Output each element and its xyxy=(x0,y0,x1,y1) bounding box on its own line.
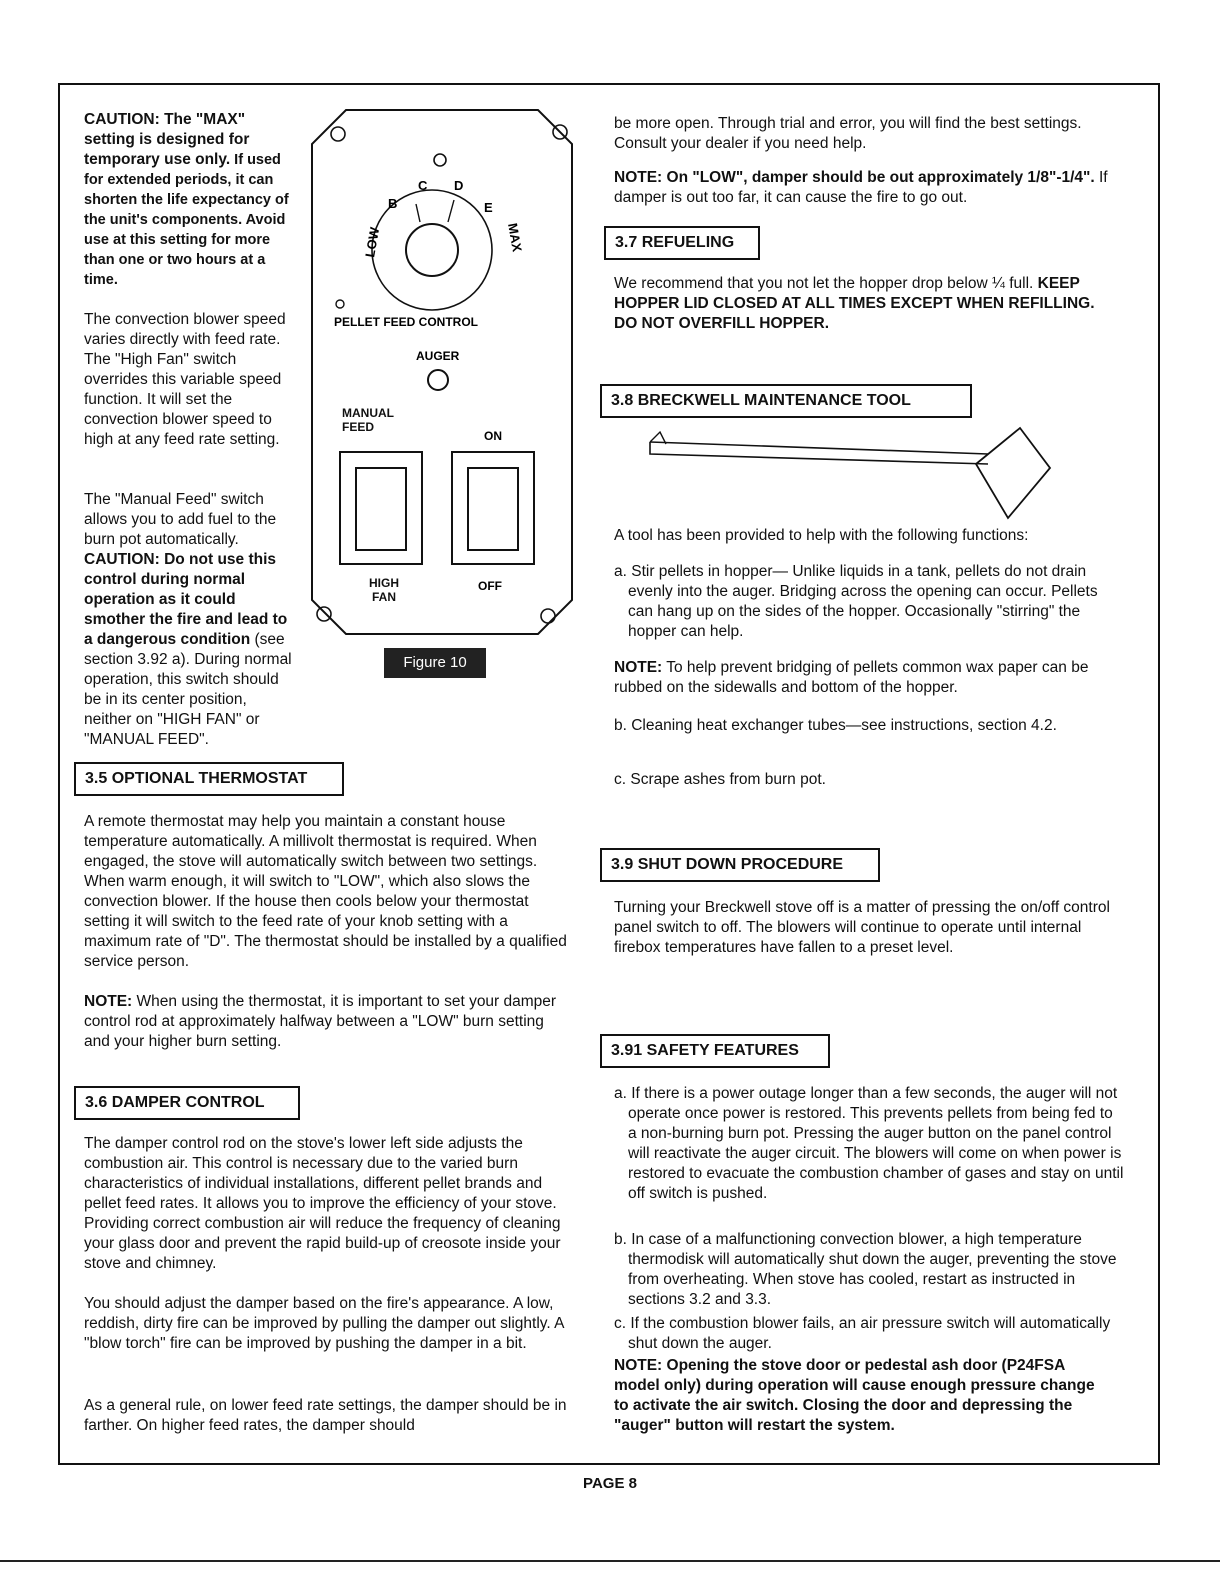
damper-text-2: You should adjust the damper based on the fire's appearance. A low, reddish, dirty fire can be improved by pulling the damper out slightly. A "blow torch" fire can be improved by pushing the damper in a bit. xyxy=(84,1295,564,1352)
heading-3-8: 3.8 BRECKWELL MAINTENANCE TOOL xyxy=(600,384,972,418)
heading-3-91: 3.91 SAFETY FEATURES xyxy=(600,1034,830,1068)
dial-label-e: E xyxy=(484,200,493,215)
dial-label-max: MAX xyxy=(505,221,525,253)
thermostat-text: A remote thermostat may help you maintain a constant house temperature automatically. A millivolt thermostat is required. When engaged, the stove will automatically switch between two settings. When warm enough, it will switch to "LOW", which also slows the convection blower. If the house then cools below your thermostat setting it will switch to the feed rate of your knob setting with a maximum rate of "D". The thermostat should be installed by a qualified service person. xyxy=(84,813,567,970)
damper-text-3-continued: be more open. Through trial and error, you will find the best settings. Consult your dealer if you need help. xyxy=(614,115,1082,152)
dial-label-low: LOW xyxy=(362,226,383,259)
tool-intro: A tool has been provided to help with the following functions: xyxy=(614,527,1029,544)
manual-feed-text: The "Manual Feed" switch allows you to add fuel to the burn pot automatically. CAUTION: Do not use this control during normal operation as it could smother the fire and lead to a dangerous condition (see section 3.92 a). During normal operation, this switch should be in its center position, neither on "HIGH FAN" or "MANUAL FEED". xyxy=(84,491,292,748)
refueling-text: We recommend that you not let the hopper drop below ¼ full. KEEP HOPPER LID CLOSED AT ALL TIMES EXCEPT WHEN REFILLING. DO NOT OVERFILL HOPPER. xyxy=(614,275,1095,332)
on-label: ON xyxy=(484,429,502,443)
dial-label-d: D xyxy=(454,178,464,193)
manual-feed-label: MANUAL FEED xyxy=(342,406,394,434)
safety-note: NOTE: Opening the stove door or pedestal ash door (P24FSA model only) during operation will cause enough pressure change to activate the air switch. Closing the door and depressing the "auger" button will restart the system. xyxy=(614,1357,1095,1434)
shutdown-text: Turning your Breckwell stove off is a matter of pressing the on/off control panel switch to off. The blowers will continue to operate until internal firebox temperatures have fallen to a preset level. xyxy=(614,899,1110,956)
tool-item-b: b. Cleaning heat exchanger tubes—see instructions, section 4.2. xyxy=(614,717,1057,734)
heading-3-6: 3.6 DAMPER CONTROL xyxy=(74,1086,300,1120)
auger-label: AUGER xyxy=(416,349,460,363)
damper-text-1: The damper control rod on the stove's lower left side adjusts the combustion air. This control is necessary due to the varied burn characteristics of individual installations, different pellet brands and pellet feed rates. It allows you to improve the efficiency of your stove. Providing correct combustion air will reduce the frequency of cleaning your glass door and prevent the rapid build-up of creosote inside your stove and chimney. xyxy=(84,1135,561,1272)
pellet-control-panel-figure xyxy=(308,108,576,636)
damper-text-3: As a general rule, on lower feed rate settings, the damper should be in farther. On higher feed rates, the damper should xyxy=(84,1397,567,1434)
safety-item-c: c. If the combustion blower fails, an air pressure switch will automatically shut down the auger. xyxy=(614,1315,1111,1352)
convection-text: The convection blower speed varies directly with feed rate. The "High Fan" switch overrides this variable speed function. It will set the convection blower speed to high at any feed rate setting. xyxy=(84,311,286,448)
high-fan-label: HIGH FAN xyxy=(369,576,399,604)
tool-item-a: a. Stir pellets in hopper— Unlike liquids in a tank, pellets do not drain evenly into the auger. Bridging across the opening can occur. Pellets can hang up on the sides of the hopper. Occasionally "stirring" the hopper can help. xyxy=(614,563,1098,640)
tool-item-c: c. Scrape ashes from burn pot. xyxy=(614,771,826,788)
tool-note: NOTE: To help prevent bridging of pellets common wax paper can be rubbed on the sidewalls and bottom of the hopper. xyxy=(614,659,1089,696)
caution-max-text: CAUTION: The "MAX" setting is designed for temporary use only. If used for extended periods, it can shorten the life expectancy of the unit's components. Avoid use at this setting for more than one or two hours at a time. xyxy=(84,111,289,288)
heading-3-9: 3.9 SHUT DOWN PROCEDURE xyxy=(600,848,880,882)
heading-3-5: 3.5 OPTIONAL THERMOSTAT xyxy=(74,762,344,796)
maintenance-tool-figure xyxy=(646,424,1056,520)
damper-note: NOTE: On "LOW", damper should be out approximately 1/8"-1/4". If damper is out too far, it can cause the fire to go out. xyxy=(614,169,1108,206)
heading-3-7: 3.7 REFUELING xyxy=(604,226,760,260)
figure-label: Figure 10 xyxy=(384,648,486,678)
dial-label-b: B xyxy=(388,196,398,211)
pellet-feed-control-label: PELLET FEED CONTROL xyxy=(334,315,478,329)
thermostat-note: NOTE: When using the thermostat, it is important to set your damper control rod at approximately halfway between a "LOW" burn setting and your higher burn setting. xyxy=(84,993,557,1050)
off-label: OFF xyxy=(478,579,502,593)
bottom-rule xyxy=(0,1560,1220,1562)
safety-item-b: b. In case of a malfunctioning convection blower, a high temperature thermodisk will automatically shut down the auger, preventing the stove from overheating. When stove has cooled, restart as instructed in sections 3.2 and 3.3. xyxy=(614,1231,1117,1308)
page-number: PAGE 8 xyxy=(583,1475,637,1492)
dial-label-c: C xyxy=(418,178,428,193)
safety-item-a: a. If there is a power outage longer than a few seconds, the auger will not operate once power is restored. This prevents pellets from being fed to a non-burning burn pot. Pressing the auger button on the panel control will reactivate the auger circuit. The blowers will come on when power is restored to evacuate the combustion chamber of gases and stay on until off switch is pushed. xyxy=(614,1085,1124,1202)
